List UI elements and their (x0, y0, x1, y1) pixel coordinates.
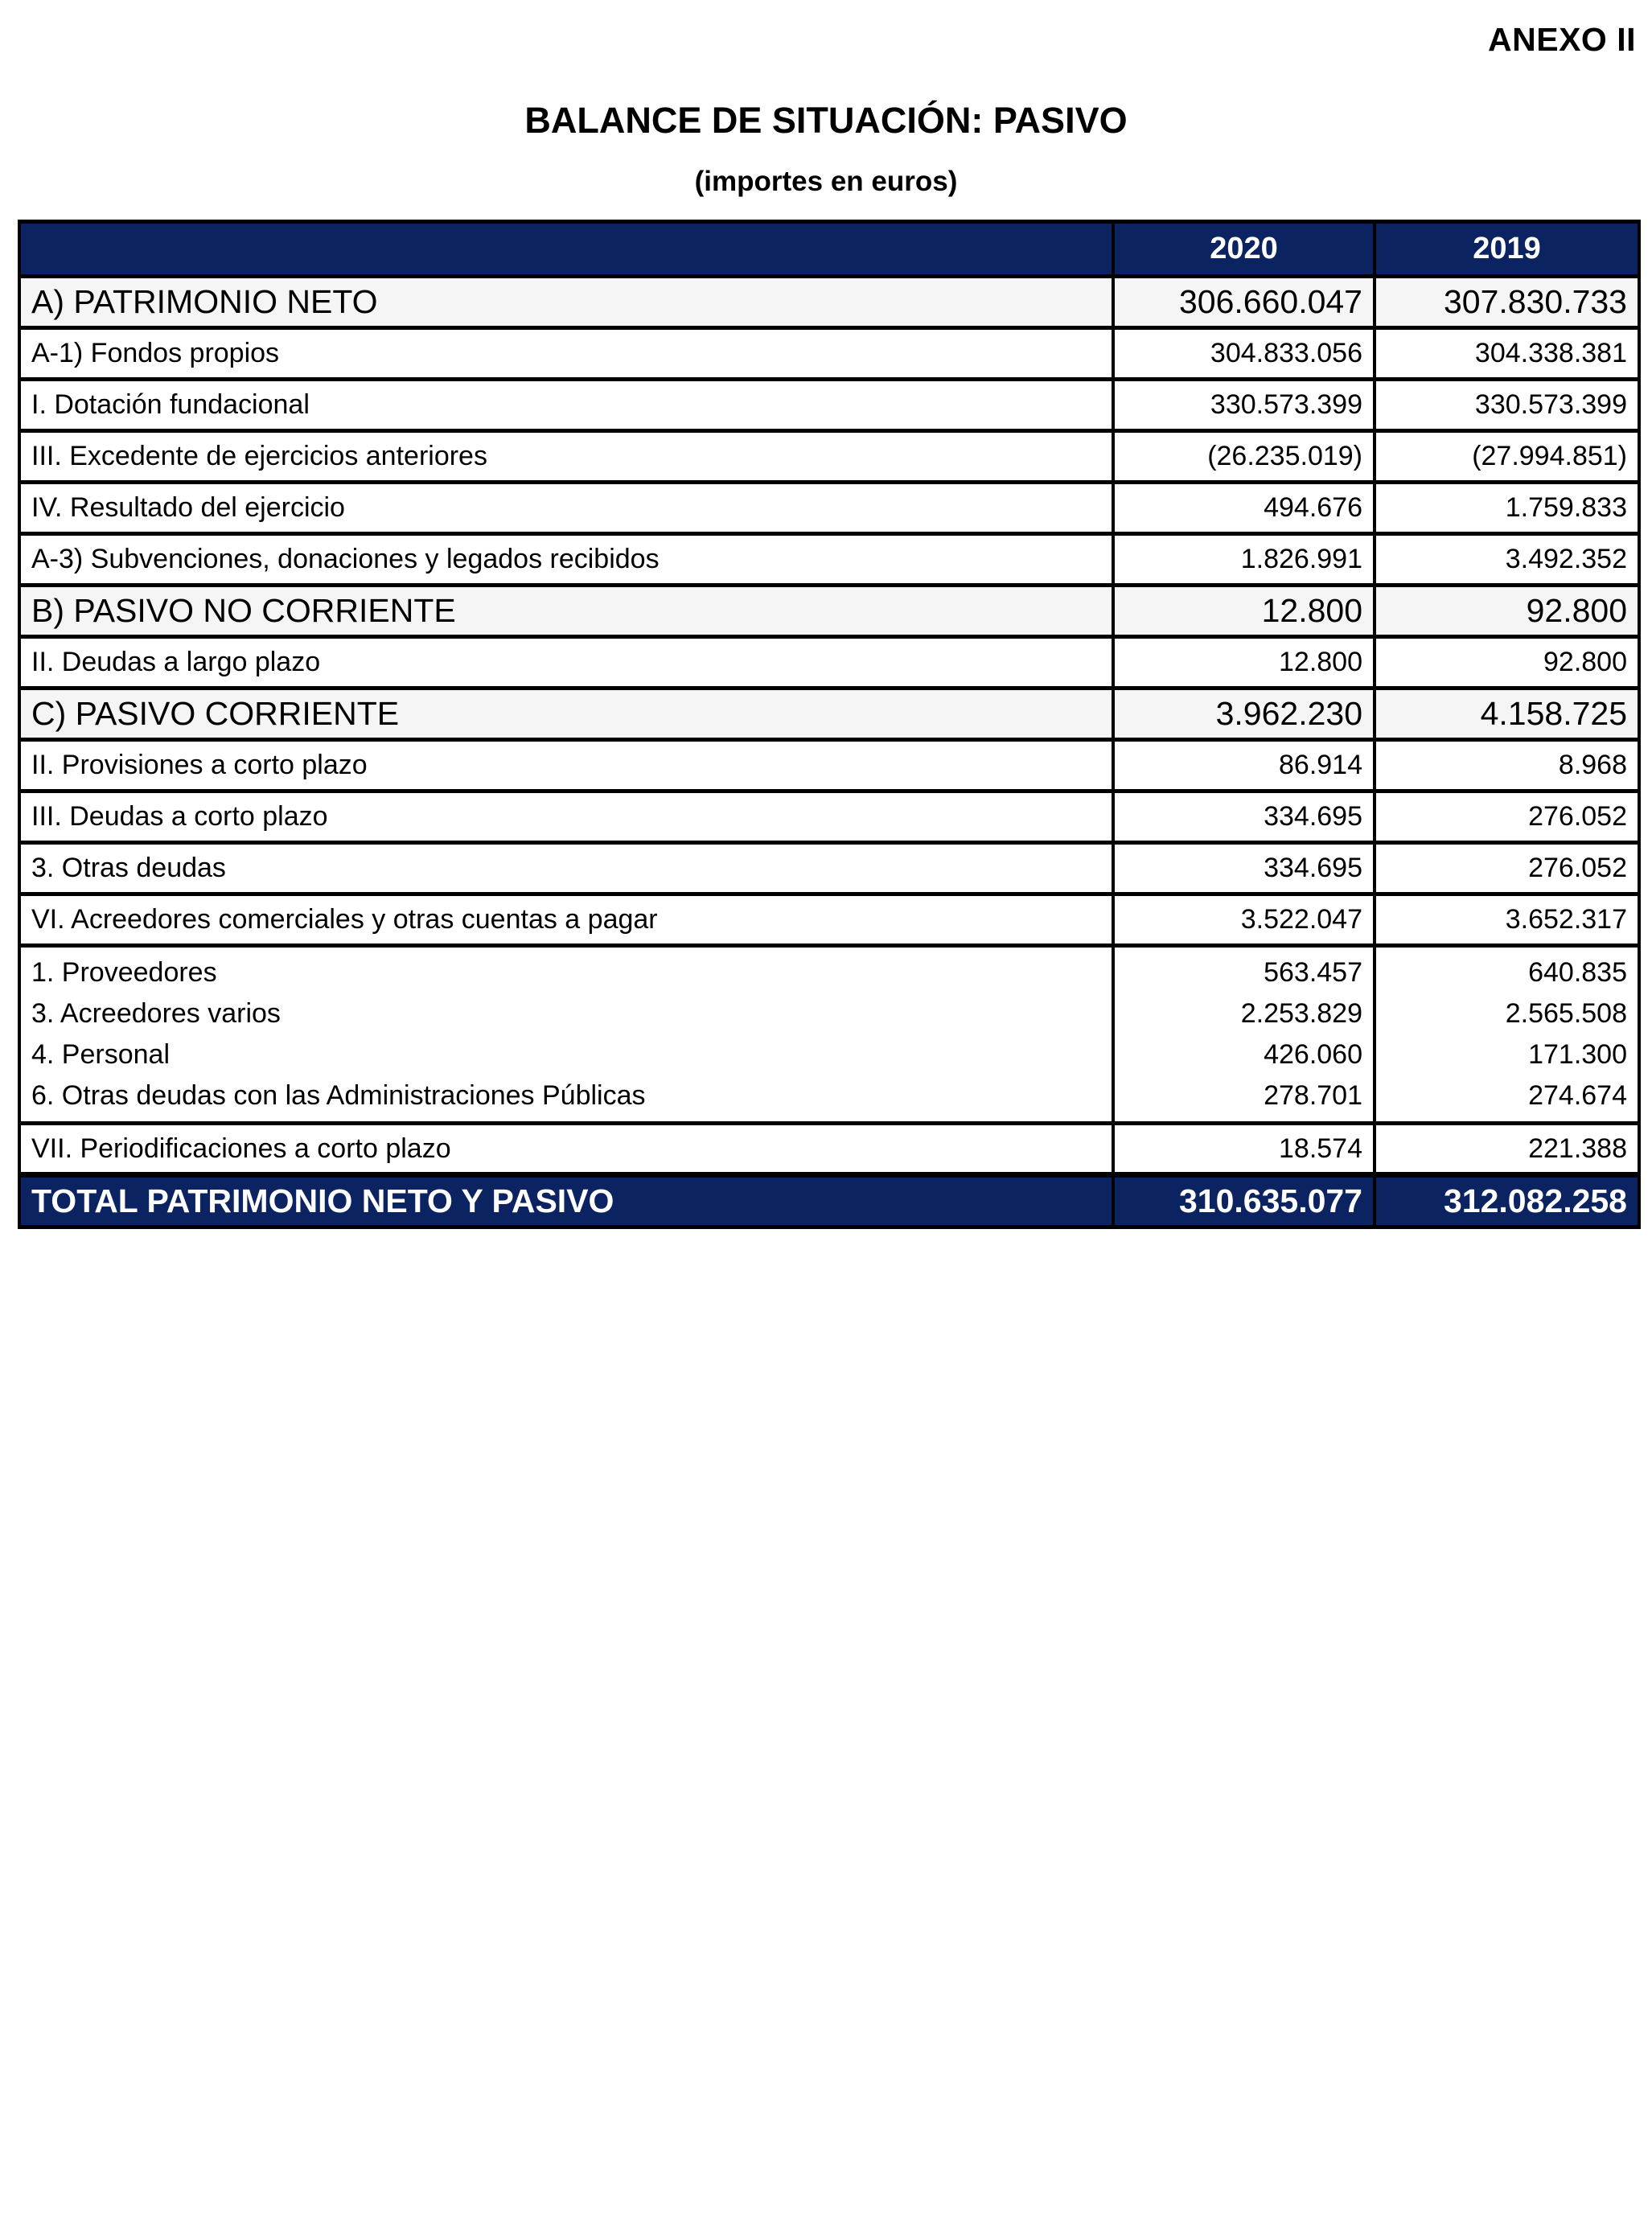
value-2019: 640.835 (1528, 957, 1627, 988)
value-2019: 2.565.508 (1505, 998, 1627, 1029)
table-row-patrimonio-neto (19, 277, 1639, 328)
row-label: 4. Personal (31, 1039, 170, 1070)
page-title: BALANCE DE SITUACIÓN: PASIVO (524, 100, 1128, 141)
value-2020: 278.701 (1264, 1080, 1362, 1111)
table-row-fondos-propios (19, 328, 1639, 380)
value-2019: 171.300 (1528, 1039, 1627, 1070)
value-2020: 334.695 (1113, 843, 1375, 894)
row-label: A-3) Subvenciones, donaciones y legados recibidos (19, 534, 1113, 586)
value-2019: 8.968 (1375, 740, 1639, 791)
value-2020: 310.635.077 (1113, 1175, 1375, 1227)
value-2019: 304.338.381 (1375, 328, 1639, 380)
value-2020: 3.962.230 (1113, 689, 1375, 740)
row-label: A) PATRIMONIO NETO (19, 277, 1113, 328)
value-2019-group (1375, 946, 1639, 1124)
value-2019: 1.759.833 (1375, 483, 1639, 534)
row-label: 1. Proveedores (31, 957, 217, 988)
value-2020: 304.833.056 (1113, 328, 1375, 380)
balance-sheet-table (18, 220, 1641, 1229)
value-2020: 18.574 (1113, 1124, 1375, 1175)
value-2019: 276.052 (1375, 791, 1639, 843)
row-label: II. Deudas a largo plazo (19, 637, 1113, 689)
row-label: 3. Otras deudas (19, 843, 1113, 894)
table-row-group-acreedores-detalle (19, 946, 1639, 1124)
value-2019: 92.800 (1375, 637, 1639, 689)
header-year-2020: 2020 (1113, 222, 1375, 277)
table-row-dotacion-fundacional (19, 380, 1639, 431)
row-label: 3. Acreedores varios (31, 998, 281, 1029)
table-row-resultado-ejercicio (19, 483, 1639, 534)
row-label: B) PASIVO NO CORRIENTE (19, 586, 1113, 637)
row-label: VII. Periodificaciones a corto plazo (19, 1124, 1113, 1175)
value-2019: 274.674 (1528, 1080, 1627, 1111)
value-2019: 4.158.725 (1375, 689, 1639, 740)
table-row-pasivo-corriente (19, 689, 1639, 740)
page-subtitle: (importes en euros) (694, 166, 958, 197)
table-row-total (19, 1175, 1639, 1227)
table-row-otras-deudas (19, 843, 1639, 894)
value-2019: 330.573.399 (1375, 380, 1639, 431)
value-2019: 312.082.258 (1375, 1175, 1639, 1227)
value-2020: 494.676 (1113, 483, 1375, 534)
value-2020: (26.235.019) (1113, 431, 1375, 483)
row-label: III. Deudas a corto plazo (19, 791, 1113, 843)
value-2019: 221.388 (1375, 1124, 1639, 1175)
value-2019: (27.994.851) (1375, 431, 1639, 483)
annex-label: ANEXO II (1488, 21, 1636, 58)
row-label: VI. Acreedores comerciales y otras cuentas a pagar (19, 894, 1113, 946)
row-label: I. Dotación fundacional (19, 380, 1113, 431)
value-2019: 92.800 (1375, 586, 1639, 637)
value-2020: 1.826.991 (1113, 534, 1375, 586)
value-2020: 563.457 (1264, 957, 1362, 988)
value-2020: 86.914 (1113, 740, 1375, 791)
value-2020: 12.800 (1113, 586, 1375, 637)
row-label-group (19, 946, 1113, 1124)
value-2019: 276.052 (1375, 843, 1639, 894)
row-label: A-1) Fondos propios (19, 328, 1113, 380)
table-row-deudas-largo-plazo (19, 637, 1639, 689)
table-row-deudas-corto-plazo (19, 791, 1639, 843)
header-empty-cell (19, 222, 1113, 277)
value-2020: 334.695 (1113, 791, 1375, 843)
value-2019: 3.492.352 (1375, 534, 1639, 586)
value-2020: 330.573.399 (1113, 380, 1375, 431)
table-row-subvenciones (19, 534, 1639, 586)
value-2019: 3.652.317 (1375, 894, 1639, 946)
value-2020: 12.800 (1113, 637, 1375, 689)
row-label: C) PASIVO CORRIENTE (19, 689, 1113, 740)
table-row-periodificaciones (19, 1124, 1639, 1175)
row-label: TOTAL PATRIMONIO NETO Y PASIVO (19, 1175, 1113, 1227)
value-2020-group (1113, 946, 1375, 1124)
value-2020: 2.253.829 (1240, 998, 1362, 1029)
value-2020: 306.660.047 (1113, 277, 1375, 328)
value-2020: 3.522.047 (1113, 894, 1375, 946)
value-2019: 307.830.733 (1375, 277, 1639, 328)
table-row-pasivo-no-corriente (19, 586, 1639, 637)
row-label: III. Excedente de ejercicios anteriores (19, 431, 1113, 483)
value-2020: 426.060 (1264, 1039, 1362, 1070)
row-label: 6. Otras deudas con las Administraciones Públicas (31, 1080, 646, 1111)
row-label: IV. Resultado del ejercicio (19, 483, 1113, 534)
row-label: II. Provisiones a corto plazo (19, 740, 1113, 791)
table-row-acreedores-comerciales (19, 894, 1639, 946)
header-year-2019: 2019 (1375, 222, 1639, 277)
table-row-excedente-anteriores (19, 431, 1639, 483)
table-row-provisiones-corto-plazo (19, 740, 1639, 791)
table-header-row (19, 222, 1639, 277)
